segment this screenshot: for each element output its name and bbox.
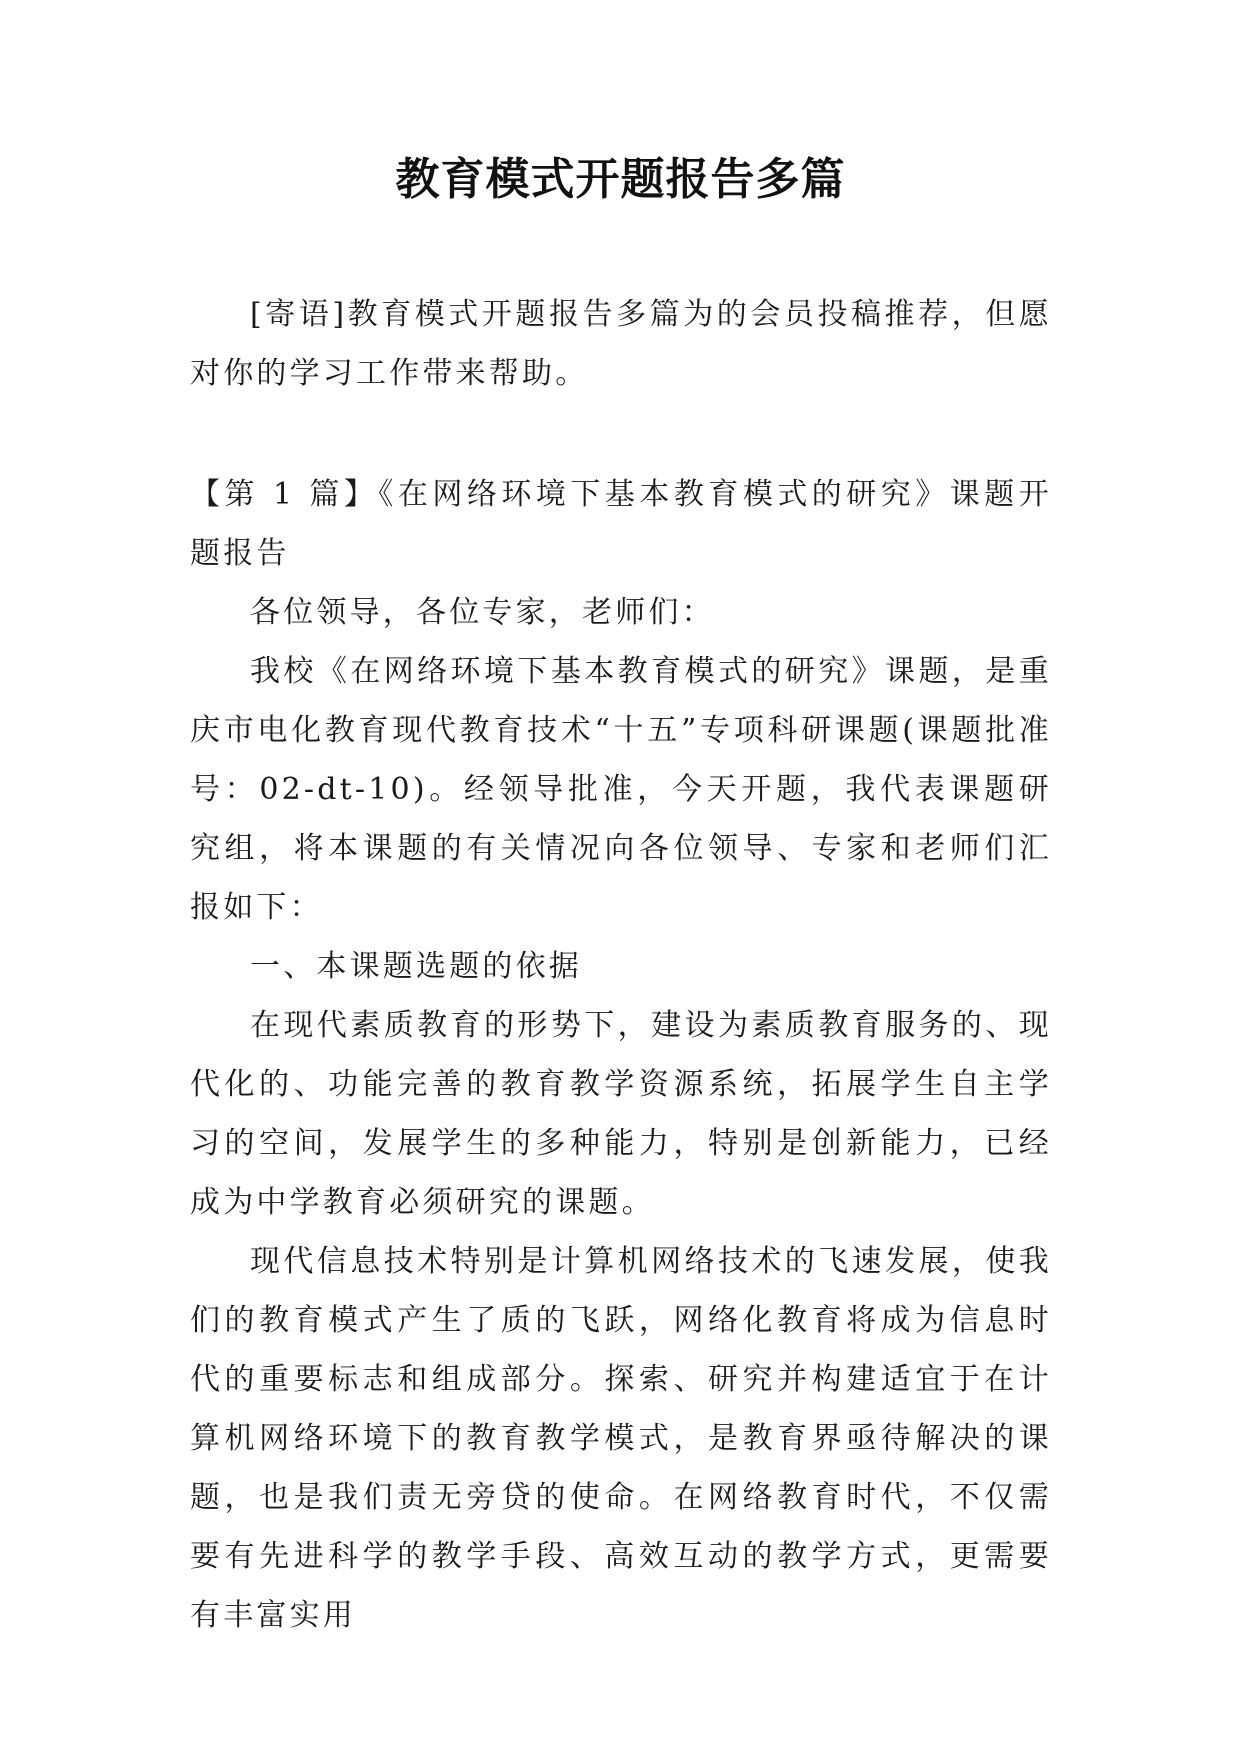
foreword-block xyxy=(190,285,1052,403)
article-heading: 【第 1 篇】《在网络环境下基本教育模式的研究》课题开题报告 xyxy=(190,477,1052,571)
foreword-paragraph: [寄语]教育模式开题报告多篇为的会员投稿推荐，但愿对你的学习工作带来帮助。 xyxy=(190,297,1052,391)
body-paragraph: 我校《在网络环境下基本教育模式的研究》课题，是重庆市电化教育现代教育技术“十五”专项科研课题(课题批准号：02-dt-10)。经领导批准，今天开题，我代表课题研究组，将本课题的有关情况向各位领导、专家和老师们汇报如下： xyxy=(190,654,1052,925)
article-section xyxy=(190,465,1052,1645)
salutation-paragraph: 各位领导，各位专家，老师们： xyxy=(250,595,715,630)
body-paragraph: 在现代素质教育的形势下，建设为素质教育服务的、现代化的、功能完善的教育教学资源系统，拓展学生自主学习的空间，发展学生的多种能力，特别是创新能力，已经成为中学教育必须研究的课题。 xyxy=(190,1008,1052,1220)
document-title: 教育模式开题报告多篇 xyxy=(395,154,846,205)
section-heading: 一、本课题选题的依据 xyxy=(250,949,582,984)
body-paragraph: 现代信息技术特别是计算机网络技术的飞速发展，使我们的教育模式产生了质的飞跃，网络化教育将成为信息时代的重要标志和组成部分。探索、研究并构建适宜于在计算机网络环境下的教育教学模式，是教育界亟待解决的课题，也是我们责无旁贷的使命。在网络教育时代，不仅需要有先进科学的教学手段、高效互动的教学方式，更需要有丰富实用 xyxy=(190,1244,1052,1633)
